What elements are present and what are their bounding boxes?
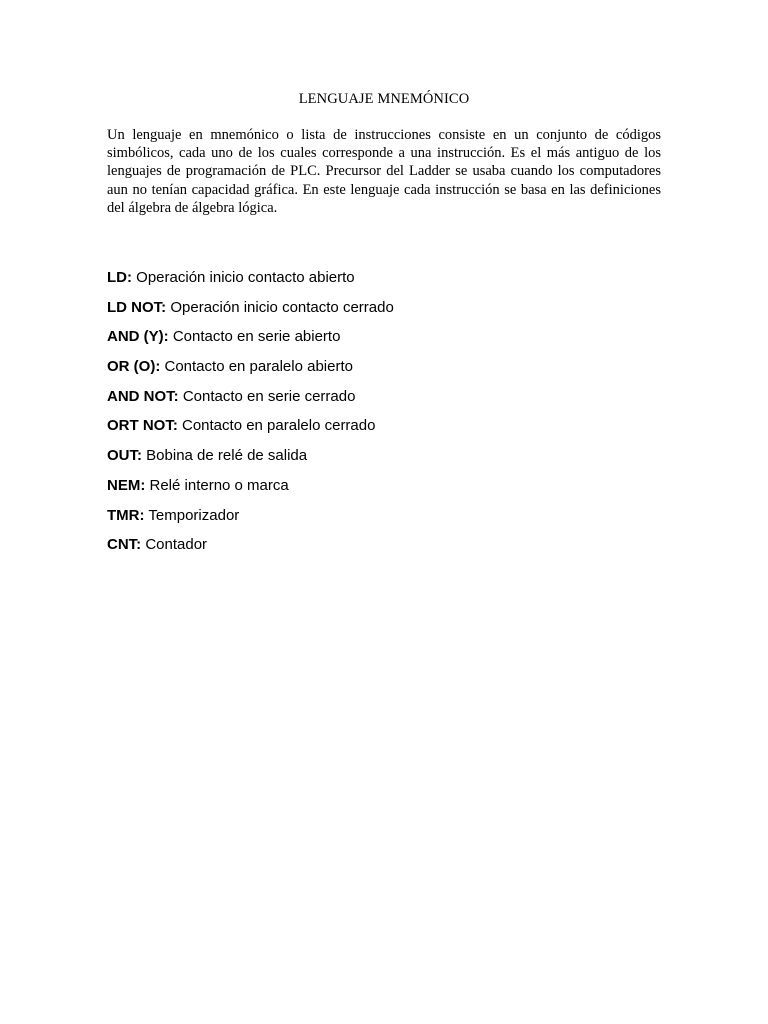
instruction-term: LD NOT: [107,298,167,316]
list-item [107,506,667,536]
instruction-term: NEM: [107,476,146,494]
instruction-list [107,268,667,565]
instruction-description: Operación inicio contacto cerrado [170,298,394,316]
instruction-description: Contador [145,536,208,554]
list-item [107,357,667,387]
instruction-term: AND NOT: [107,387,179,405]
instruction-description: Operación inicio contacto abierto [136,269,355,286]
list-item [107,446,667,476]
instruction-description: Contacto en paralelo cerrado [182,417,376,435]
instruction-description: Temporizador [148,506,240,524]
instruction-term: AND (Y): [107,328,169,346]
instruction-term: CNT: [107,536,142,554]
document-title: LENGUAJE MNEMÓNICO [298,91,470,107]
instruction-description: Relé interno o marca [149,476,289,494]
instruction-term: LD: [107,269,132,286]
list-item [107,387,667,417]
list-item [107,476,667,506]
list-item [107,268,667,298]
instruction-term: TMR: [107,506,145,524]
list-item [107,535,667,565]
list-item [107,416,667,446]
list-item [107,327,667,357]
instruction-description: Contacto en paralelo abierto [164,358,353,376]
instruction-term: OUT: [107,447,142,465]
instruction-term: OR (O): [107,358,161,376]
instruction-description: Contacto en serie abierto [172,328,341,346]
instruction-description: Contacto en serie cerrado [182,387,356,405]
list-item [107,298,667,328]
intro-paragraph: Un lenguaje en mnemónico o lista de instrucciones consiste en un conjunto de códigos simbólicos, cada uno de los cuales corresponde a una instrucción. Es el más antiguo de los lenguajes de programación de PLC. Precursor del Ladder se usaba cuando los computadores aun no tenían capacidad gráfica. En este lenguaje cada instrucción se basa en las definiciones del álgebra de álgebra lógica. [107,127,661,216]
instruction-term: ORT NOT: [107,417,178,435]
instruction-description: Bobina de relé de salida [146,447,308,465]
